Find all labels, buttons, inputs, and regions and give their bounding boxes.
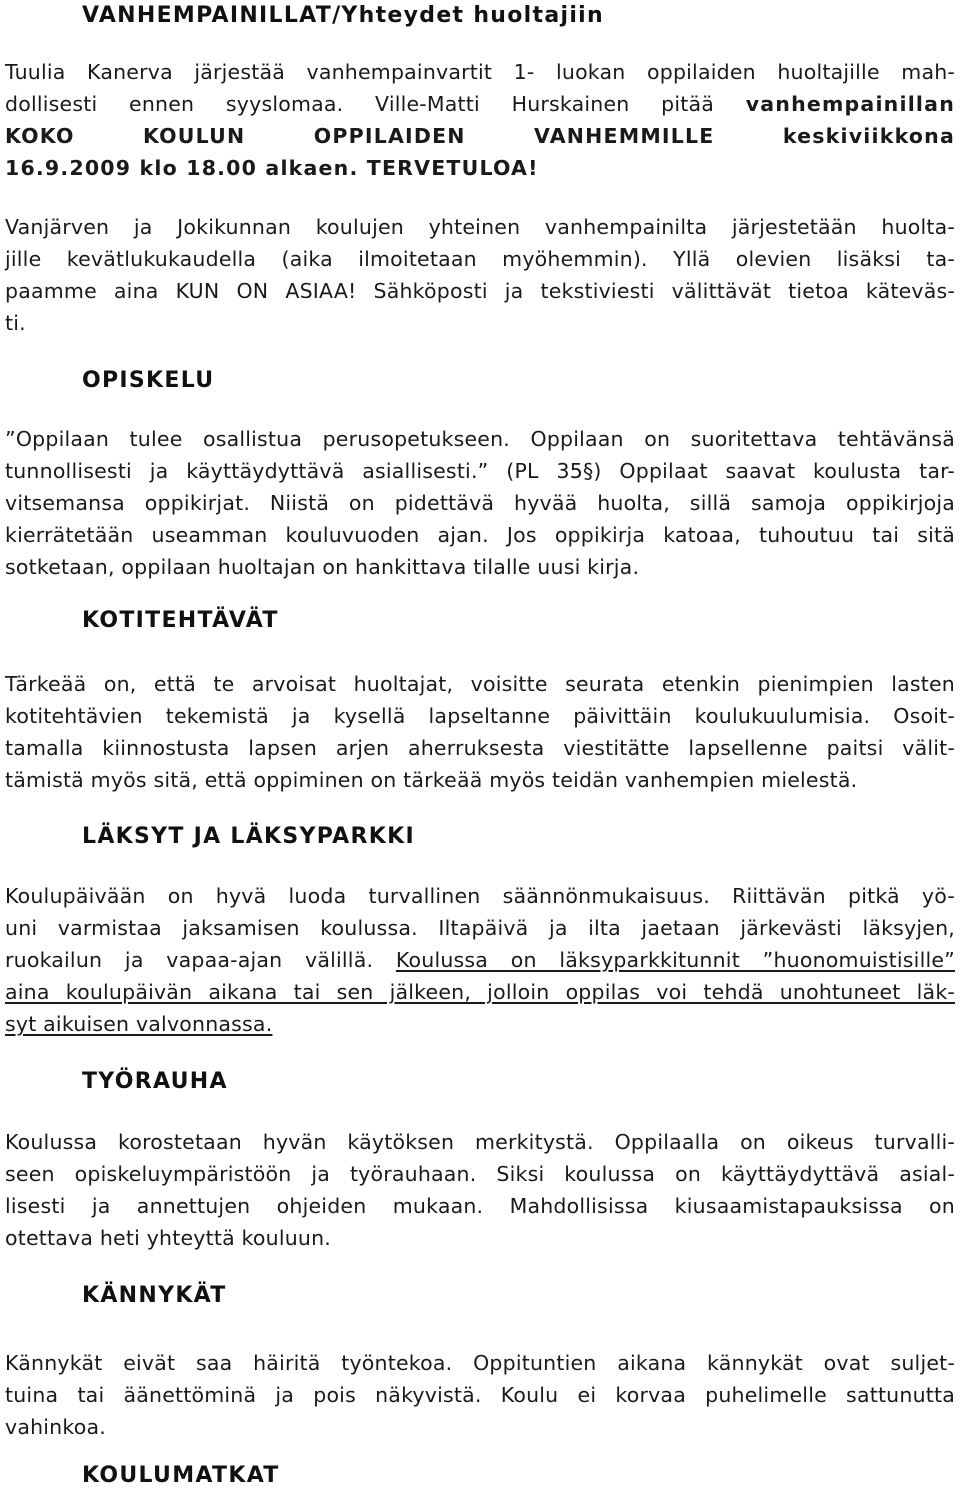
heading-kotitehtavat: KOTITEHTÄVÄT	[82, 608, 279, 633]
text-line: tuina tai äänettöminä ja pois näkyvistä. Koulu ei korvaa puhelimelle sattunutta	[5, 1383, 955, 1407]
text-line: tamalla kiinnostusta lapsen arjen aherruksesta viestitätte lapsellenne paitsi välit-	[5, 736, 955, 760]
text-line-bold: 16.9.2009 klo 18.00 alkaen. TERVETULOA!	[5, 156, 539, 180]
text-line: tämistä myös sitä, että oppiminen on tärkeää myös teidän vanhempien mielestä.	[5, 768, 858, 792]
text-line: ”Oppilaan tulee osallistua perusopetukseen. Oppilaan on suoritettava tehtävänsä	[5, 427, 955, 451]
heading-kannykat: KÄNNYKÄT	[82, 1283, 227, 1308]
text-run-bold: vanhempainillan	[745, 92, 955, 116]
text-line: tunnollisesti ja käyttäydyttävä asiallisesti.” (PL 35§) Oppilaat saavat koulusta tar-	[5, 459, 955, 483]
text-line: Koulupäivään on hyvä luoda turvallinen säännönmukaisuus. Riittävän pitkä yö-	[5, 884, 955, 908]
heading-tyorauha: TYÖRAUHA	[82, 1069, 228, 1094]
text-line: Tuulia Kanerva järjestää vanhempainvartit 1- luokan oppilaiden huoltajille mah-	[5, 60, 955, 84]
text-line: Vanjärven ja Jokikunnan koulujen yhteinen vanhempainilta järjestetään huolta-	[5, 215, 955, 239]
text-line: paamme aina KUN ON ASIAA! Sähköposti ja tekstiviesti välittävät tietoa käteväs-	[5, 279, 955, 303]
text-line: Koulussa korostetaan hyvän käytöksen merkitystä. Oppilaalla on oikeus turvalli-	[5, 1130, 955, 1154]
text-line: jille kevätlukukaudella (aika ilmoitetaan myöhemmin). Yllä olevien lisäksi ta-	[5, 247, 955, 271]
text-run: ruokailun ja vapaa-ajan välillä.	[5, 948, 396, 972]
text-line-bold: KOKO KOULUN OPPILAIDEN VANHEMMILLE keskiviikkona	[5, 124, 955, 148]
text-line: seen opiskeluympäristöön ja työrauhaan. Siksi koulussa on käyttäydyttävä asial-	[5, 1162, 955, 1186]
text-run: dollisesti ennen syyslomaa. Ville-Matti Hurskainen pitää	[5, 92, 746, 116]
text-line: otettava heti yhteyttä kouluun.	[5, 1226, 332, 1250]
heading-opiskelu: OPISKELU	[82, 368, 215, 393]
text-line: ti.	[5, 311, 26, 335]
heading-laksyt-ja-laksyparkki: LÄKSYT JA LÄKSYPARKKI	[82, 824, 415, 849]
text-line: uni varmistaa jaksamisen koulussa. Iltapäivä ja ilta jaetaan järkevästi läksyjen,	[5, 916, 955, 940]
text-line: lisesti ja annettujen ohjeiden mukaan. Mahdollisissa kiusaamistapauksissa on	[5, 1194, 955, 1218]
text-line: Kännykät eivät saa häiritä työntekoa. Oppituntien aikana kännykät ovat suljet-	[5, 1351, 955, 1375]
text-line: vahinkoa.	[5, 1415, 106, 1439]
text-line-underlined: aina koulupäivän aikana tai sen jälkeen, jolloin oppilas voi tehdä unohtuneet läk-	[5, 980, 955, 1004]
text-line: sotketaan, oppilaan huoltajan on hankittava tilalle uusi kirja.	[5, 555, 640, 579]
text-line: Tärkeää on, että te arvoisat huoltajat, voisitte seurata etenkin pienimpien lasten	[5, 672, 955, 696]
heading-koulumatkat: KOULUMATKAT	[82, 1463, 280, 1488]
text-line: kotitehtävien tekemistä ja kysellä lapseltanne päivittäin koulukuulumisia. Osoit-	[5, 704, 955, 728]
text-line: vitsemansa oppikirjat. Niistä on pidettävä hyvää huolta, sillä samoja oppikirjoja	[5, 491, 955, 515]
text-line	[5, 90, 955, 119]
heading-vanhempainillat: VANHEMPAINILLAT/Yhteydet huoltajiin	[82, 3, 604, 28]
text-run-underlined: Koulussa on läksyparkkitunnit ”huonomuistisille”	[395, 948, 955, 972]
text-line: kierrätetään useamman kouluvuoden ajan. Jos oppikirja katoaa, tuhoutuu tai sitä	[5, 523, 955, 547]
text-line	[5, 946, 955, 975]
text-line-underlined: syt aikuisen valvonnassa.	[5, 1012, 273, 1036]
